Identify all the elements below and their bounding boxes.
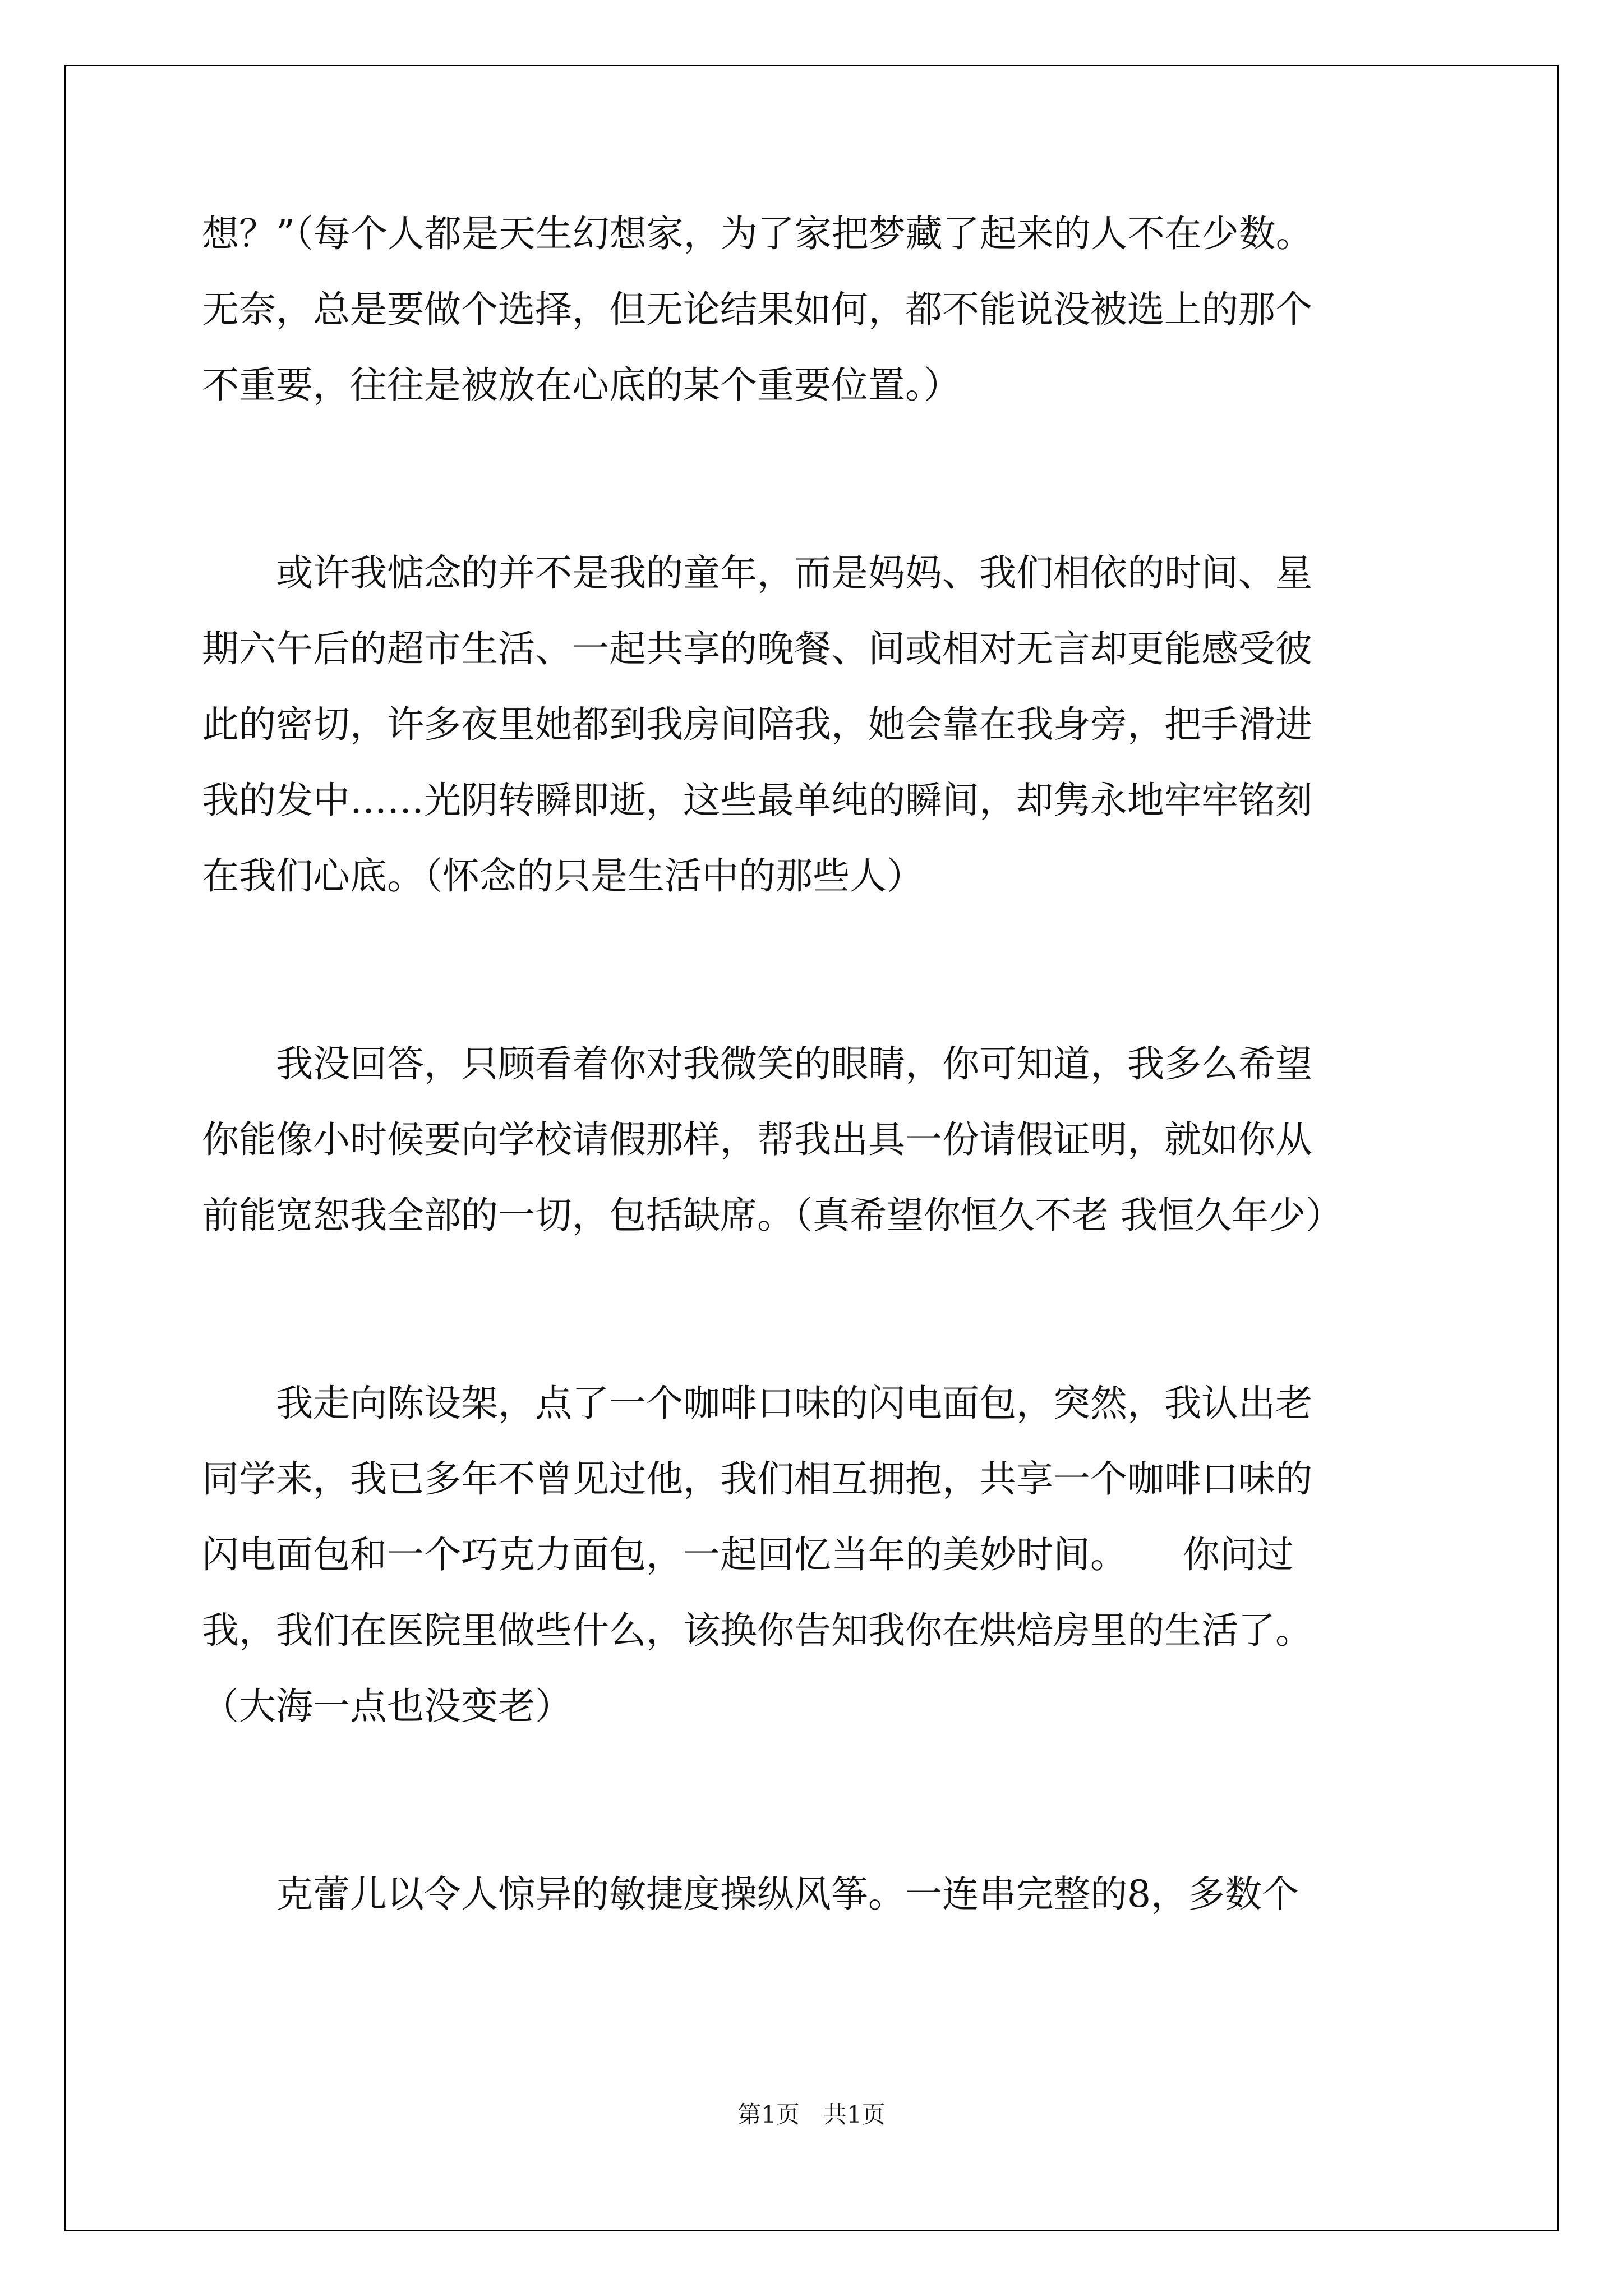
text-line: 我走向陈设架，点了一个咖啡口味的闪电面包，突然，我认出老 [202, 1382, 1312, 1425]
text-line: 闪电面包和一个巧克力面包，一起回忆当年的美妙时间。 你问过 [202, 1533, 1294, 1576]
text-line: 不重要，往往是被放在心底的某个重要位置。） [202, 364, 961, 407]
text-line: 克蕾儿以令人惊异的敏捷度操纵风筝。一连串完整的8，多数个 [202, 1872, 1299, 1916]
text-line: 无奈，总是要做个选择，但无论结果如何，都不能说没被选上的那个 [202, 288, 1312, 331]
text-line: 此的密切，许多夜里她都到我房间陪我，她会靠在我身旁，把手滑进 [202, 703, 1312, 746]
text-line: 同学来，我已多年不曾见过他，我们相互拥抱，共享一个咖啡口味的 [202, 1457, 1312, 1501]
text-line: 在我们心底。（怀念的只是生活中的那些人） [202, 854, 924, 898]
page-number-footer: 第1页 共1页 [737, 2101, 886, 2128]
text-line: 你能像小时候要向学校请假那样，帮我出具一份请假证明，就如你从 [202, 1118, 1312, 1161]
text-line: 我没回答，只顾看着你对我微笑的眼睛，你可知道，我多么希望 [202, 1042, 1312, 1085]
text-line: 我，我们在医院里做些什么，该换你告知我你在烘焙房里的生活了。 [202, 1609, 1312, 1652]
text-line: 想？”（每个人都是天生幻想家，为了家把梦藏了起来的人不在少数。 [202, 212, 1313, 255]
text-line: 我的发中……光阴转瞬即逝，这些最单纯的瞬间，却隽永地牢牢铭刻 [202, 779, 1312, 822]
text-line: （大海一点也没变老） [202, 1685, 572, 1728]
text-line: 期六午后的超市生活、一起共享的晚餐、间或相对无言却更能感受彼 [202, 627, 1312, 670]
text-line: 或许我惦念的并不是我的童年，而是妈妈、我们相依的时间、星 [202, 551, 1312, 595]
text-line: 前能宽恕我全部的一切，包括缺席。（真希望你恒久不老 我恒久年少） [202, 1194, 1343, 1237]
